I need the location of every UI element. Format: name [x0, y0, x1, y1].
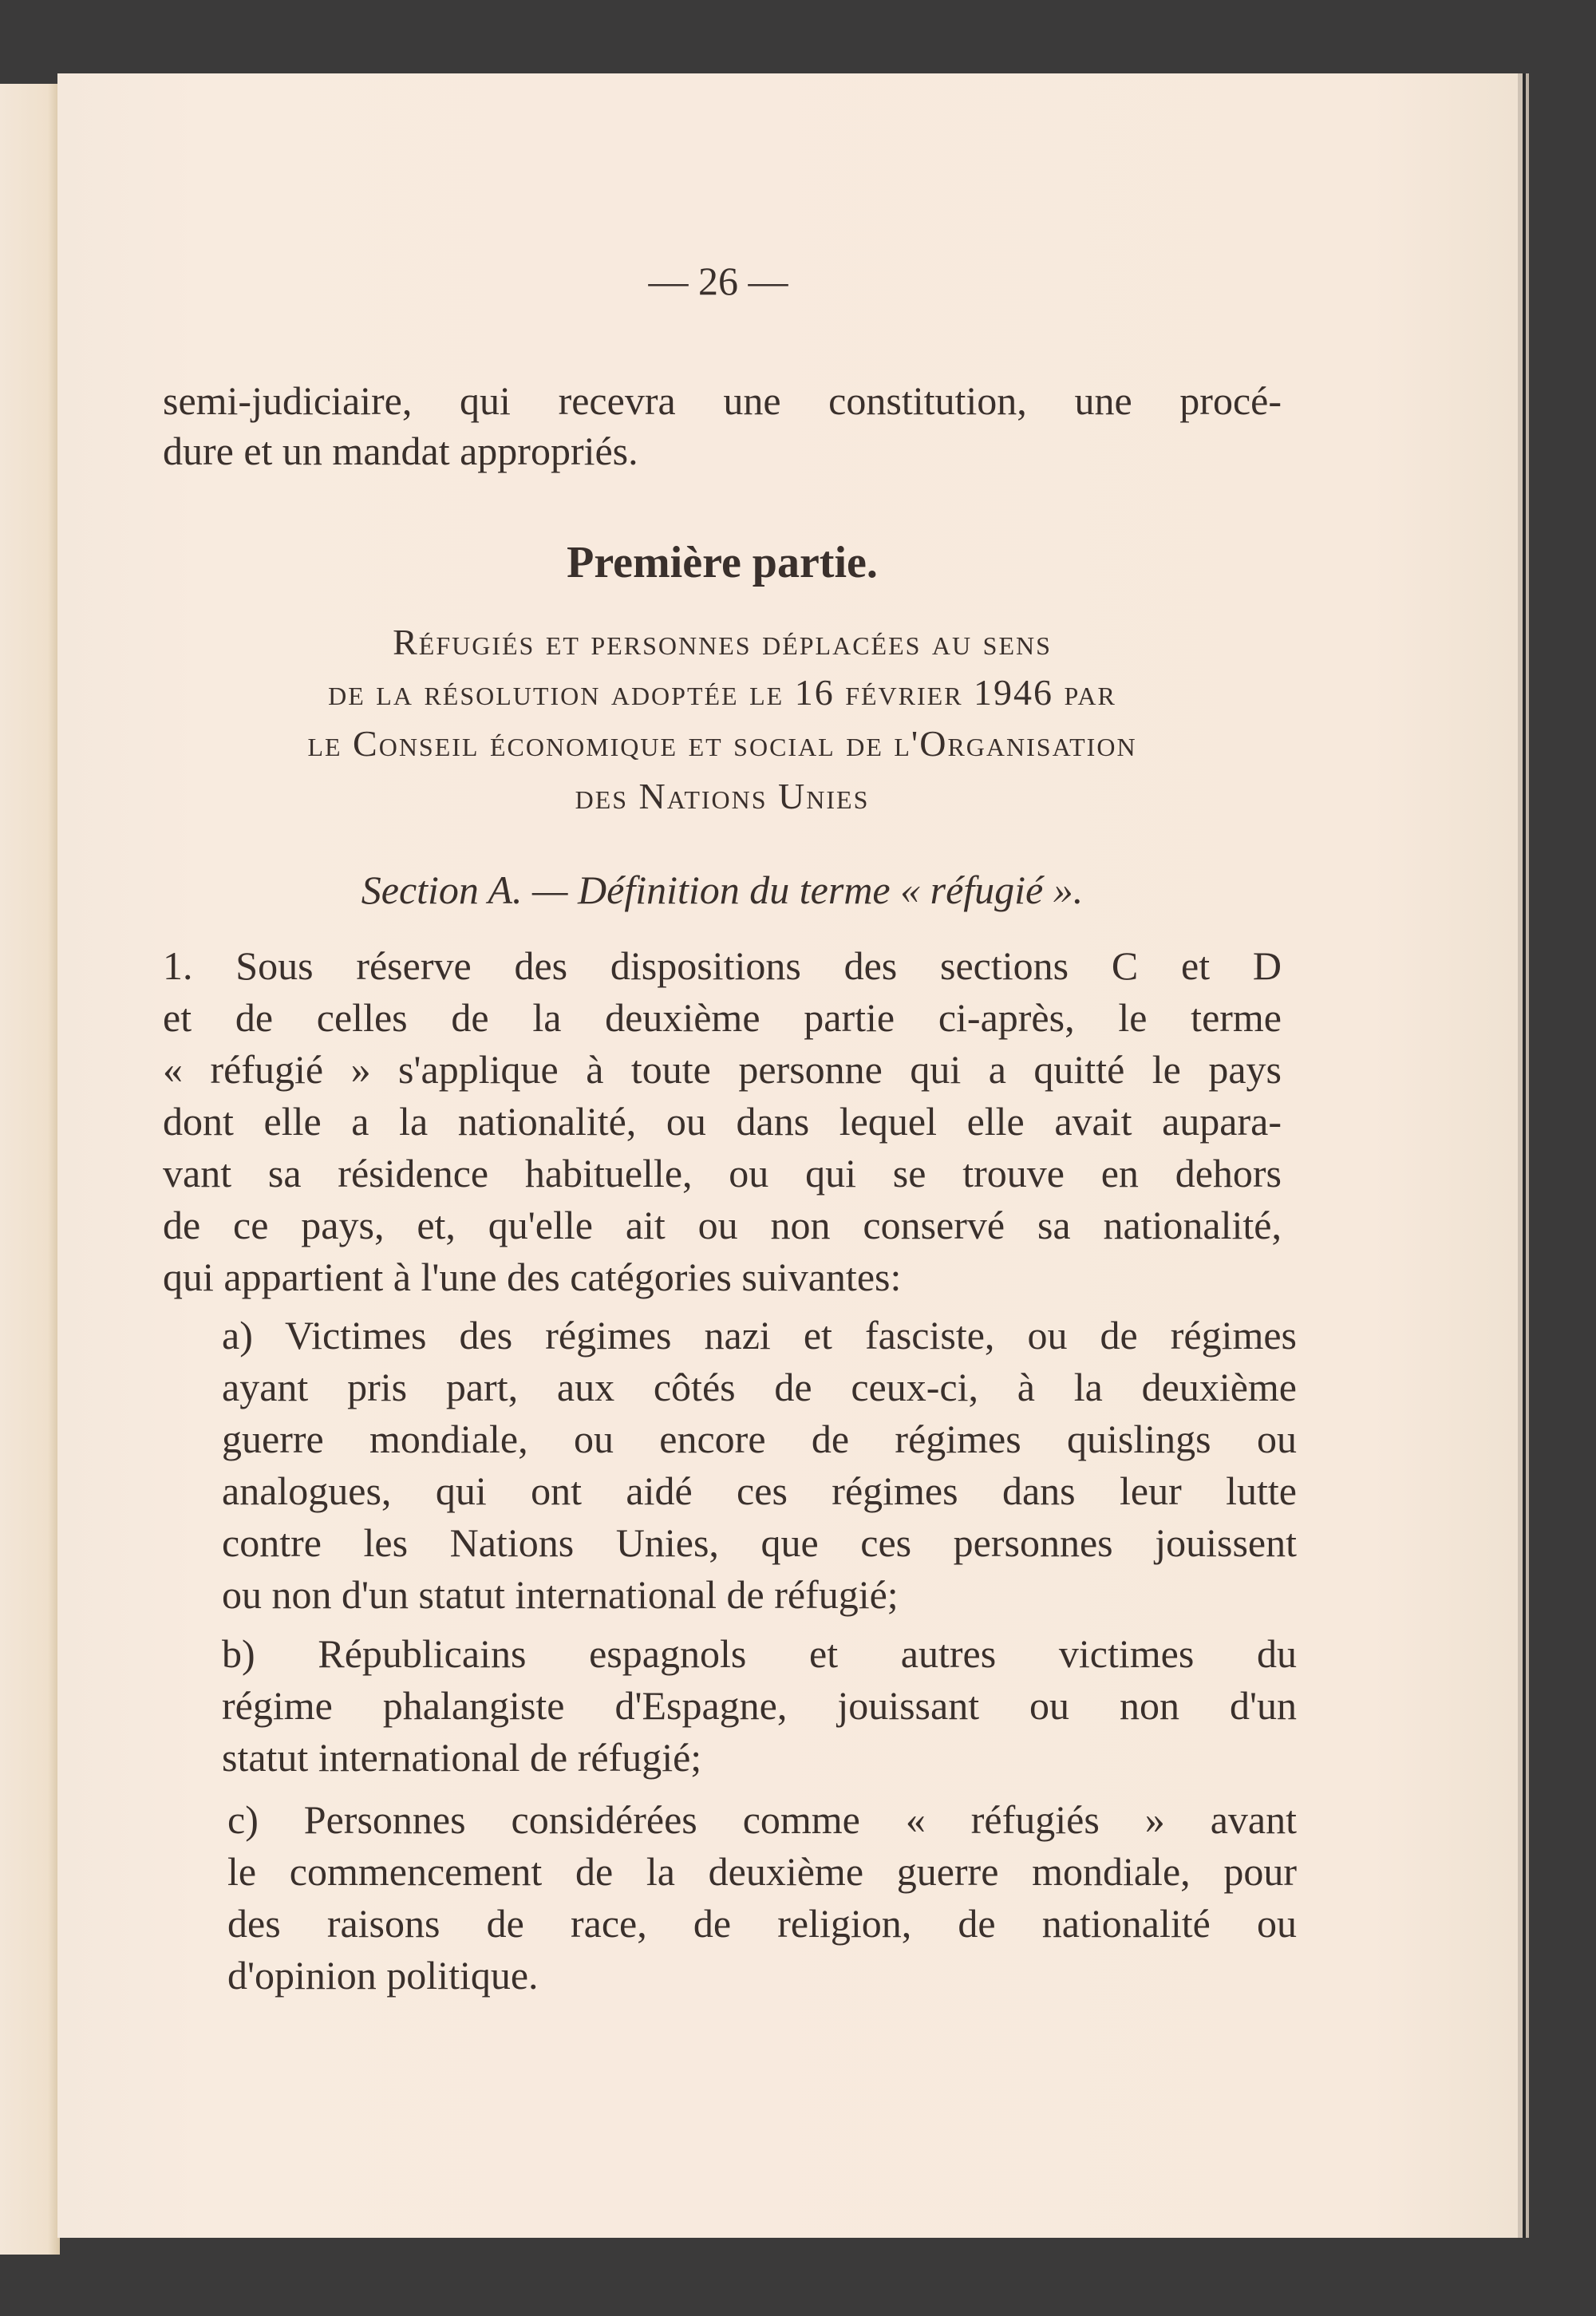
paragraph-line: de ce pays, et, qu'elle ait ou non conservé sa nationalité,: [163, 1203, 1282, 1247]
part-title: Première partie.: [567, 538, 878, 587]
paragraph-line: qui appartient à l'une des catégories suivantes:: [163, 1255, 902, 1299]
facing-page-edge: [0, 84, 60, 2255]
paragraph-line: vant sa résidence habituelle, ou qui se trouve en dehors: [163, 1151, 1282, 1196]
list-item-c-line: des raisons de race, de religion, de nationalité ou: [227, 1901, 1297, 1946]
list-item-a-line: a) Victimes des régimes nazi et fasciste, ou de régimes: [222, 1313, 1297, 1358]
subtitle-line: le Conseil économique et social de l'Organisation: [307, 723, 1137, 764]
list-item-c-line: d'opinion politique.: [227, 1953, 539, 1998]
list-item-a-line: analogues, qui ont aidé ces régimes dans leur lutte: [222, 1468, 1297, 1513]
paragraph-line: « réfugié » s'applique à toute personne qui a quitté le pays: [163, 1047, 1282, 1092]
text-line: semi-judiciaire, qui recevra une constitution, une procé-: [163, 378, 1282, 423]
text-line: dure et un mandat appropriés.: [163, 429, 638, 473]
list-item-b-line: régime phalangiste d'Espagne, jouissant ou non d'un: [222, 1683, 1297, 1728]
list-item-a-line: guerre mondiale, ou encore de régimes quislings ou: [222, 1417, 1297, 1461]
section-title: Section A. — Définition du terme « réfugié ».: [361, 868, 1084, 912]
list-item-c-line: c) Personnes considérées comme « réfugiés » avant: [227, 1797, 1297, 1842]
subtitle-line: Réfugiés et personnes déplacées au sens: [393, 622, 1052, 662]
subtitle-line: de la résolution adoptée le 16 février 1946 par: [328, 672, 1116, 713]
list-item-a-line: ou non d'un statut international de réfugié;: [222, 1572, 899, 1617]
list-item-a-line: ayant pris part, aux côtés de ceux-ci, à la deuxième: [222, 1365, 1297, 1409]
subtitle-line: des Nations Unies: [575, 776, 870, 816]
paragraph-line: 1. Sous réserve des dispositions des sections C et D: [163, 943, 1282, 988]
list-item-b-line: b) Républicains espagnols et autres victimes du: [222, 1631, 1297, 1676]
paragraph-line: et de celles de la deuxième partie ci-après, le terme: [163, 995, 1282, 1040]
list-item-c-line: le commencement de la deuxième guerre mondiale, pour: [227, 1849, 1297, 1894]
list-item-a-line: contre les Nations Unies, que ces personnes jouissent: [222, 1520, 1297, 1565]
paragraph-line: dont elle a la nationalité, ou dans lequel elle avait aupara-: [163, 1099, 1282, 1144]
list-item-b-line: statut international de réfugié;: [222, 1735, 702, 1780]
page-number: — 26 —: [648, 259, 788, 303]
